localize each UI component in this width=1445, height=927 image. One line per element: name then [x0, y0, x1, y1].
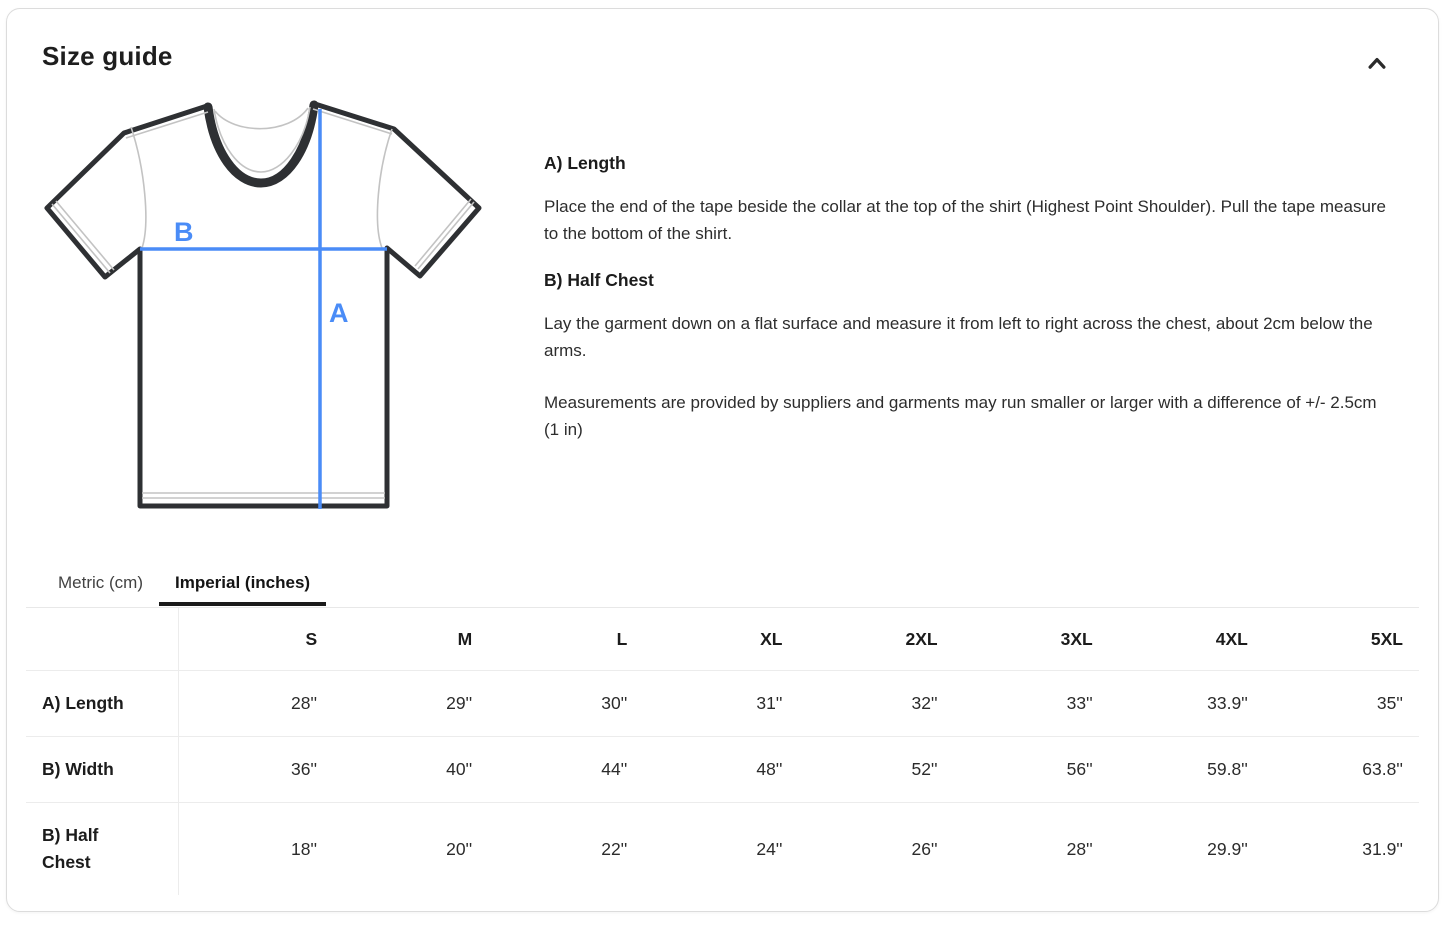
table-row: [26, 737, 1419, 803]
size-cell: 59.8'': [1109, 737, 1264, 803]
page-title: Size guide: [42, 41, 173, 71]
tshirt-diagram: [42, 89, 482, 519]
instruction-heading-half-chest: B) Half Chest: [544, 270, 654, 290]
size-cell: 28'': [1066, 838, 1093, 859]
size-cell: 29.9'': [1207, 838, 1248, 859]
size-cell: 20'': [446, 838, 473, 859]
tab-imperial-inches[interactable]: Imperial (inches): [159, 561, 326, 607]
table-header-row: [26, 608, 1419, 671]
size-cell: 56'': [954, 737, 1109, 803]
size-table: [26, 608, 1419, 895]
row-label: B) Half Chest: [26, 803, 178, 896]
instruction-heading-length: A) Length: [544, 153, 626, 173]
table-corner-cell: [26, 608, 178, 671]
size-cell: 40'': [333, 737, 488, 803]
column-header-2xl: 2XL: [799, 608, 954, 671]
size-cell: 26'': [911, 838, 938, 859]
instructions: [544, 89, 1390, 519]
column-header-xl: XL: [643, 608, 798, 671]
row-label: A) Length: [26, 671, 178, 737]
size-cell: 18'': [290, 838, 318, 859]
size-cell: 44'': [488, 737, 643, 803]
size-cell: 48'': [643, 737, 798, 803]
column-header-m: M: [333, 608, 488, 671]
tshirt-outline: [47, 104, 479, 506]
size-cell: 29'': [333, 671, 488, 737]
table-row: [26, 803, 1419, 896]
size-cell: 22'': [601, 838, 628, 859]
size-guide-panel: [6, 8, 1439, 912]
supplier-note: Measurements are provided by suppliers and garments may run smaller or larger with a difference of +/- 2.5cm (1 in): [544, 393, 1377, 439]
size-cell: 31.9'': [1362, 838, 1403, 859]
column-header-3xl: 3XL: [954, 608, 1109, 671]
table-row: [26, 671, 1419, 737]
content-row: [7, 89, 1438, 519]
collapse-button[interactable]: [1358, 45, 1396, 83]
unit-tabs: [26, 561, 1419, 608]
size-cell: 36'': [178, 737, 333, 803]
label-b: B: [174, 217, 194, 247]
instruction-body-length: Place the end of the tape beside the collar at the top of the shirt (Highest Point Shoulder). Pull the tape measure to the bottom of the shirt.: [544, 197, 1387, 243]
panel-header: [7, 9, 1438, 83]
size-cell: 30'': [488, 671, 643, 737]
column-header-l: L: [488, 608, 643, 671]
column-header-s: S: [178, 608, 333, 671]
instruction-body-half-chest: Lay the garment down on a flat surface and measure it from left to right across the chest, about 2cm below the arms.: [544, 314, 1373, 360]
size-cell: 35'': [1264, 671, 1419, 737]
size-cell: 24'': [756, 838, 783, 859]
size-cell: 32'': [799, 671, 954, 737]
size-cell: 63.8'': [1264, 737, 1419, 803]
size-cell: 33.9'': [1109, 671, 1264, 737]
column-header-4xl: 4XL: [1109, 608, 1264, 671]
size-cell: 31'': [643, 671, 798, 737]
size-cell: 33'': [954, 671, 1109, 737]
size-cell: 28'': [178, 671, 333, 737]
label-a: A: [329, 298, 349, 328]
column-header-5xl: 5XL: [1264, 608, 1419, 671]
tab-metric-cm[interactable]: Metric (cm): [42, 561, 159, 607]
size-cell: 52'': [799, 737, 954, 803]
row-label: B) Width: [26, 737, 178, 803]
chevron-up-icon: [1362, 67, 1392, 82]
